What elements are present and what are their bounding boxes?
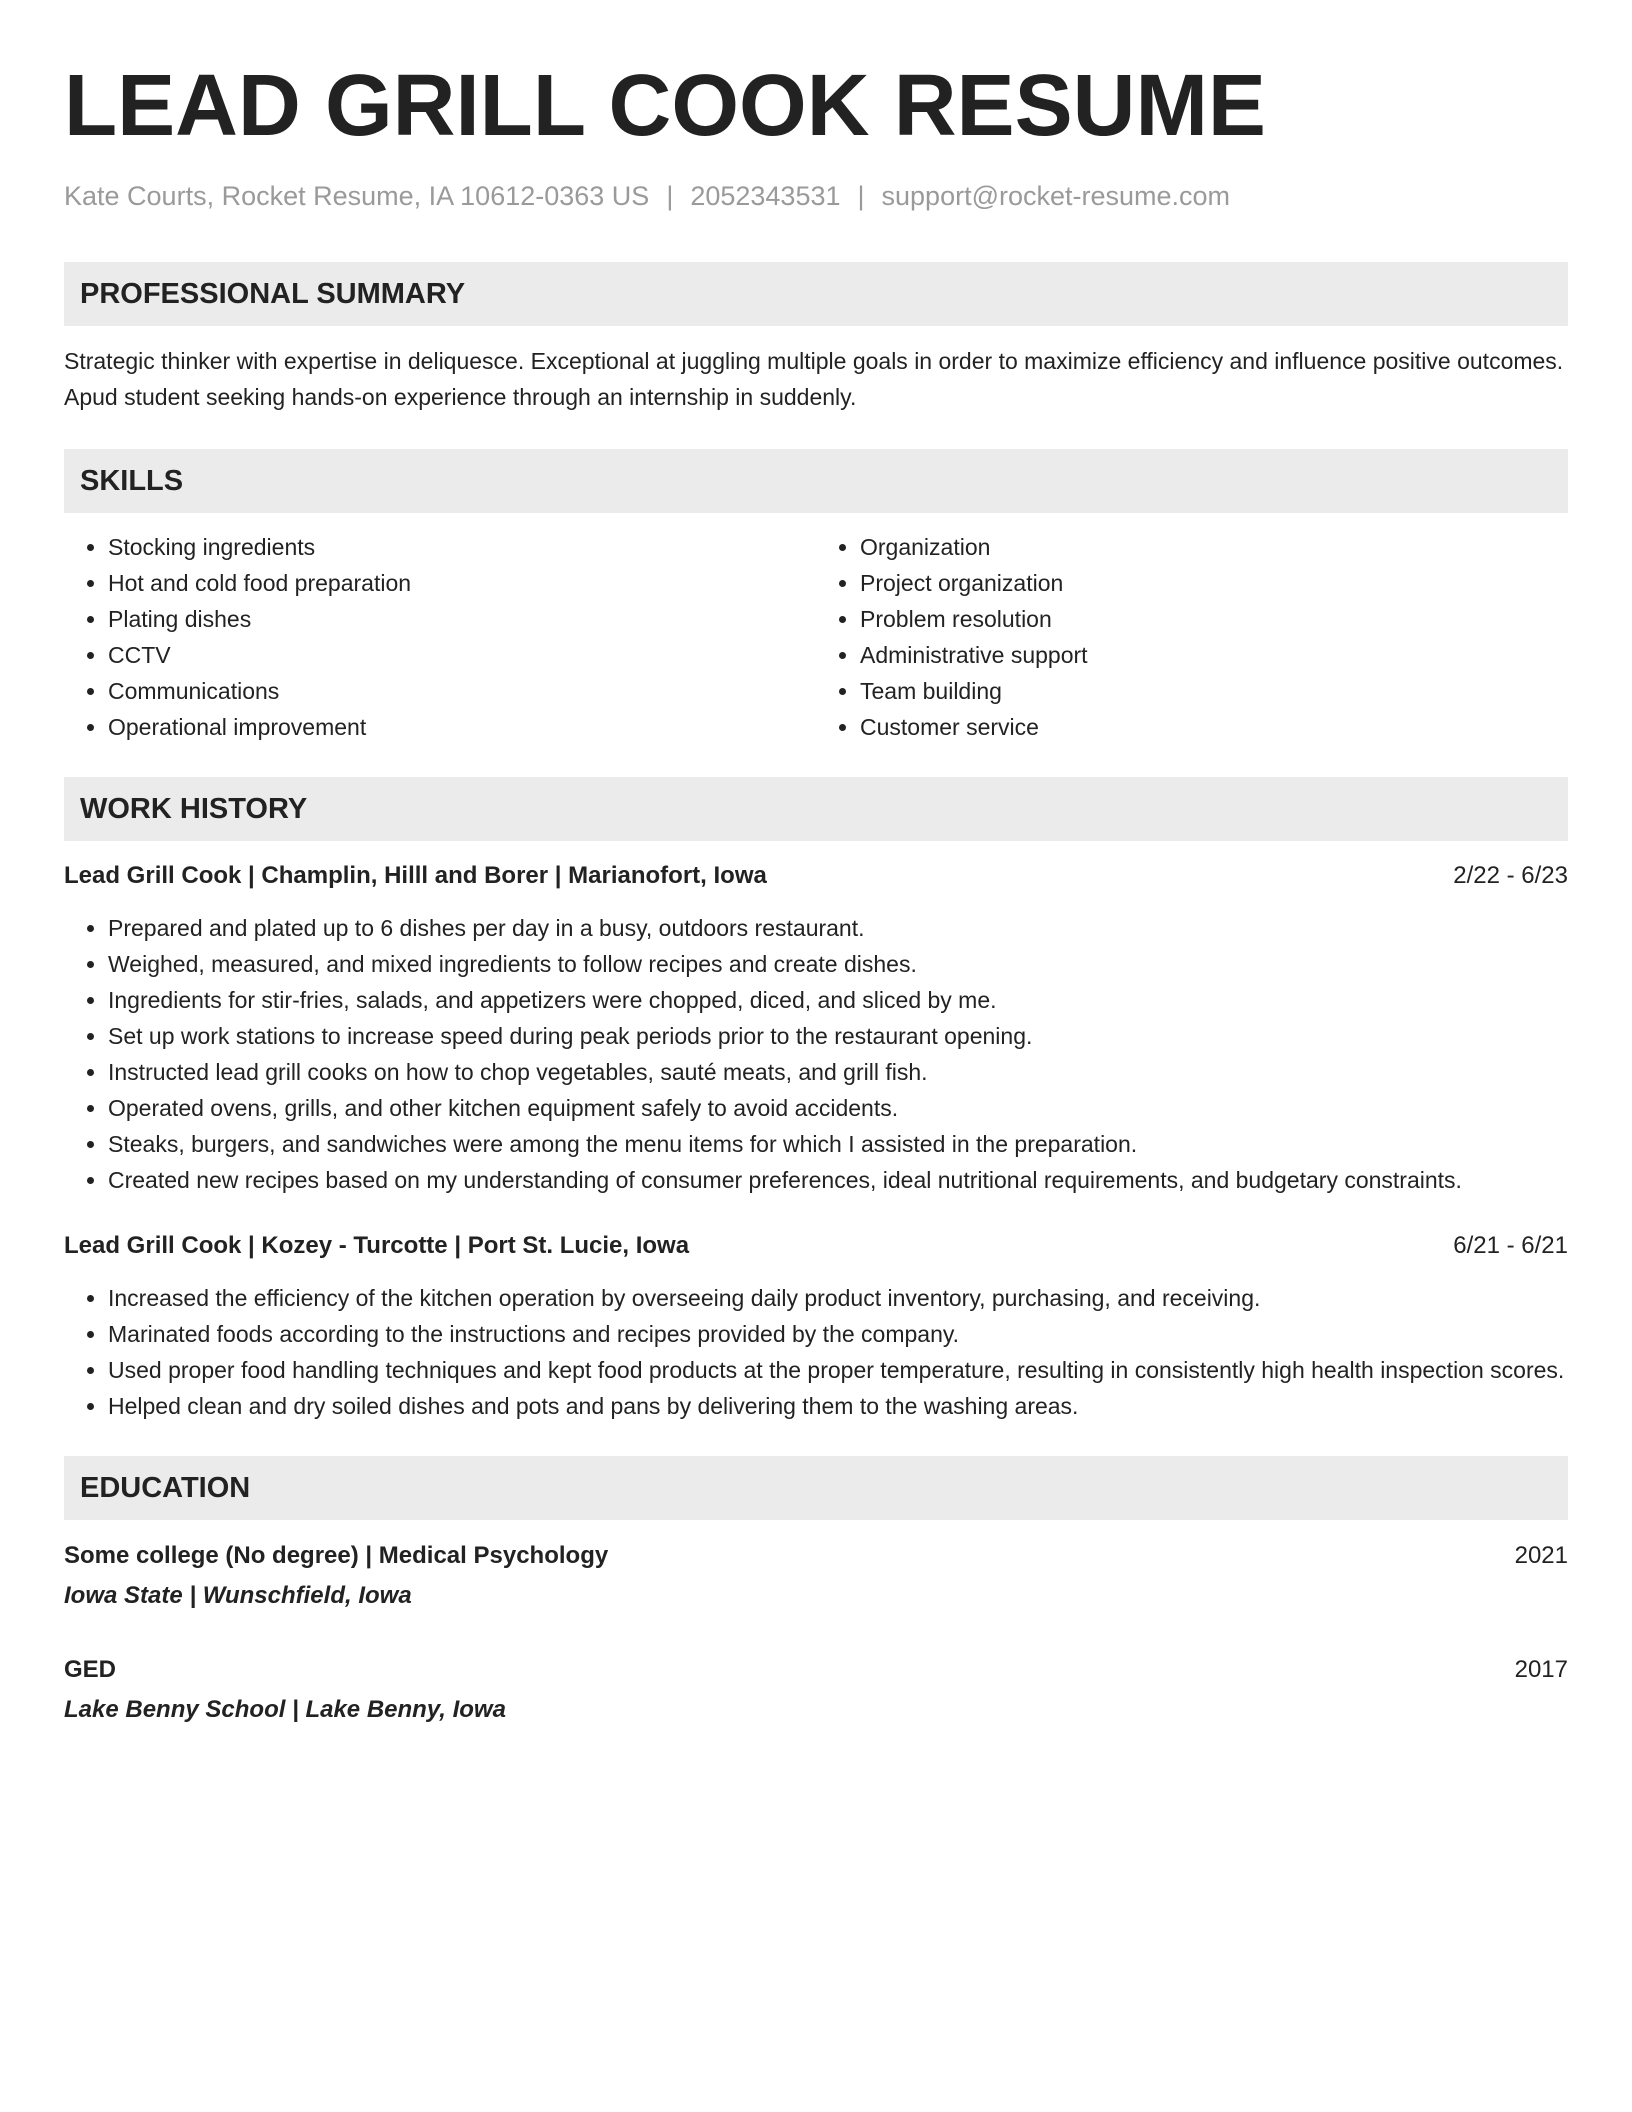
skill-item: • Project organization — [860, 565, 1568, 601]
job-bullet: • Set up work stations to increase speed during peak periods prior to the restaurant opening. — [108, 1018, 1568, 1054]
job-title: Lead Grill Cook | Champlin, Hilll and Borer | Marianofort, Iowa — [64, 862, 767, 889]
skill-item: • Organization — [860, 529, 1568, 565]
resume-title: LEAD GRILL COOK RESUME — [64, 57, 1266, 154]
education-header — [64, 1652, 1568, 1688]
skills-list-right — [816, 529, 1568, 745]
education-school: Iowa State | Wunschfield, Iowa — [64, 1582, 412, 1609]
job-header — [64, 1228, 1568, 1264]
job-bullets — [64, 910, 1568, 1198]
skill-item: • Stocking ingredients — [108, 529, 816, 565]
job-bullet: • Created new recipes based on my understanding of consumer preferences, ideal nutritional requirements, and budgetary constraints. — [108, 1162, 1568, 1198]
job-entry — [64, 858, 1568, 1198]
job-entry — [64, 1228, 1568, 1424]
education-header — [64, 1538, 1568, 1574]
education-entry — [64, 1652, 1568, 1728]
skills-list-left — [64, 529, 816, 745]
job-title: Lead Grill Cook | Kozey - Turcotte | Port St. Lucie, Iowa — [64, 1232, 690, 1259]
section-header-education: EDUCATION — [64, 1456, 1568, 1520]
job-dates: 6/21 - 6/21 — [1453, 1232, 1568, 1259]
skill-item: • Administrative support — [860, 637, 1568, 673]
job-bullet: • Steaks, burgers, and sandwiches were among the menu items for which I assisted in the preparation. — [108, 1126, 1568, 1162]
section-header-skills: SKILLS — [64, 449, 1568, 513]
job-bullet: • Weighed, measured, and mixed ingredients to follow recipes and create dishes. — [108, 946, 1568, 982]
contact-line — [64, 178, 1568, 214]
skills-columns — [64, 529, 1568, 745]
job-bullet: • Helped clean and dry soiled dishes and pots and pans by delivering them to the washing areas. — [108, 1388, 1568, 1424]
skill-item: • Customer service — [860, 709, 1568, 745]
contact-separator: | — [666, 181, 674, 211]
job-bullet: • Used proper food handling techniques and kept food products at the proper temperature, resulting in consistently high health inspection scores. — [108, 1352, 1568, 1388]
summary-text: Strategic thinker with expertise in deliquesce. Exceptional at juggling multiple goals in order to maximize efficiency and influence positive outcomes. Apud student seeking hands-on experience through an internship in suddenly. — [64, 348, 1564, 410]
job-bullet: • Instructed lead grill cooks on how to chop vegetables, sauté meats, and grill fish. — [108, 1054, 1568, 1090]
skill-item: • CCTV — [108, 637, 816, 673]
skill-item: • Operational improvement — [108, 709, 816, 745]
skill-item: • Communications — [108, 673, 816, 709]
job-header — [64, 858, 1568, 894]
contact-phone: 2052343531 — [690, 181, 841, 211]
contact-email: support@rocket-resume.com — [881, 181, 1231, 211]
skill-item: • Problem resolution — [860, 601, 1568, 637]
education-school: Lake Benny School | Lake Benny, Iowa — [64, 1696, 506, 1723]
education-year: 2017 — [1514, 1656, 1568, 1683]
contact-address: Kate Courts, Rocket Resume, IA 10612-0363 US — [64, 181, 650, 211]
education-entry — [64, 1538, 1568, 1614]
education-degree: Some college (No degree) | Medical Psychology — [64, 1542, 609, 1569]
job-bullet: • Marinated foods according to the instructions and recipes provided by the company. — [108, 1316, 1568, 1352]
contact-separator: | — [857, 181, 865, 211]
job-dates: 2/22 - 6/23 — [1453, 862, 1568, 889]
education-year: 2021 — [1514, 1542, 1568, 1569]
education-degree: GED — [64, 1656, 117, 1683]
job-bullet: • Ingredients for stir-fries, salads, and appetizers were chopped, diced, and sliced by me. — [108, 982, 1568, 1018]
job-bullets — [64, 1280, 1568, 1424]
job-bullet: • Prepared and plated up to 6 dishes per day in a busy, outdoors restaurant. — [108, 910, 1568, 946]
section-header-summary: PROFESSIONAL SUMMARY — [64, 262, 1568, 326]
job-bullet: • Increased the efficiency of the kitchen operation by overseeing daily product inventory, purchasing, and receiving. — [108, 1280, 1568, 1316]
skill-item: • Team building — [860, 673, 1568, 709]
job-bullet: • Operated ovens, grills, and other kitchen equipment safely to avoid accidents. — [108, 1090, 1568, 1126]
skill-item: • Plating dishes — [108, 601, 816, 637]
section-header-work-history: WORK HISTORY — [64, 777, 1568, 841]
skill-item: • Hot and cold food preparation — [108, 565, 816, 601]
